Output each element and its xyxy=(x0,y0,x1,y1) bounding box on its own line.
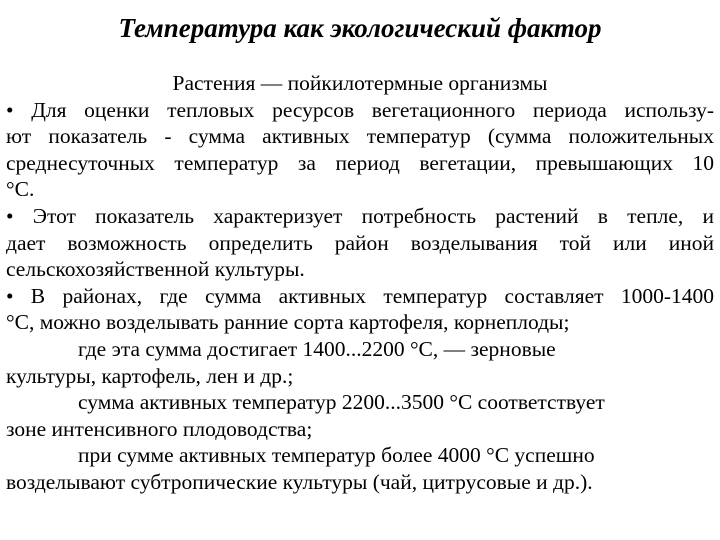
text-line: зоне интенсивного плодоводства; xyxy=(6,416,313,441)
text-line-indented: сумма активных температур 2200...3500 °С соответствует xyxy=(78,390,605,415)
text-line: • Для оценки тепловых ресурсов вегетационного периода использу- xyxy=(6,97,714,122)
text-line: °С. xyxy=(6,177,35,202)
text-line: возделывают субтропические культуры (чай, цитрусовые и др.). xyxy=(6,469,593,494)
text-line: среднесуточных температур за период вегетации, превышающих 10 xyxy=(6,150,714,175)
text-line: сельскохозяйственной культуры. xyxy=(6,257,305,282)
text-line-indented: при сумме активных температур более 4000 °С успешно xyxy=(78,443,595,468)
subtitle-line: Растения — пойкилотермные организмы xyxy=(172,71,548,95)
text-line: °С, можно возделывать ранние сорта картофеля, корнеплоды; xyxy=(6,310,570,335)
slide-body xyxy=(6,70,714,496)
text-line: • Этот показатель характеризует потребность растений в тепле, и xyxy=(6,203,714,228)
slide-title: Температура как экологический фактор xyxy=(118,13,602,43)
text-line: ют показатель - сумма активных температур (сумма положительных xyxy=(6,124,714,149)
text-line: культуры, картофель, лен и др.; xyxy=(6,363,294,388)
text-line: • В районах, где сумма активных температур составляет 1000-1400 xyxy=(6,283,714,308)
text-line-indented: где эта сумма достигает 1400...2200 °С, — зерновые xyxy=(78,336,556,361)
text-line: дает возможность определить район возделывания той или иной xyxy=(6,230,714,255)
